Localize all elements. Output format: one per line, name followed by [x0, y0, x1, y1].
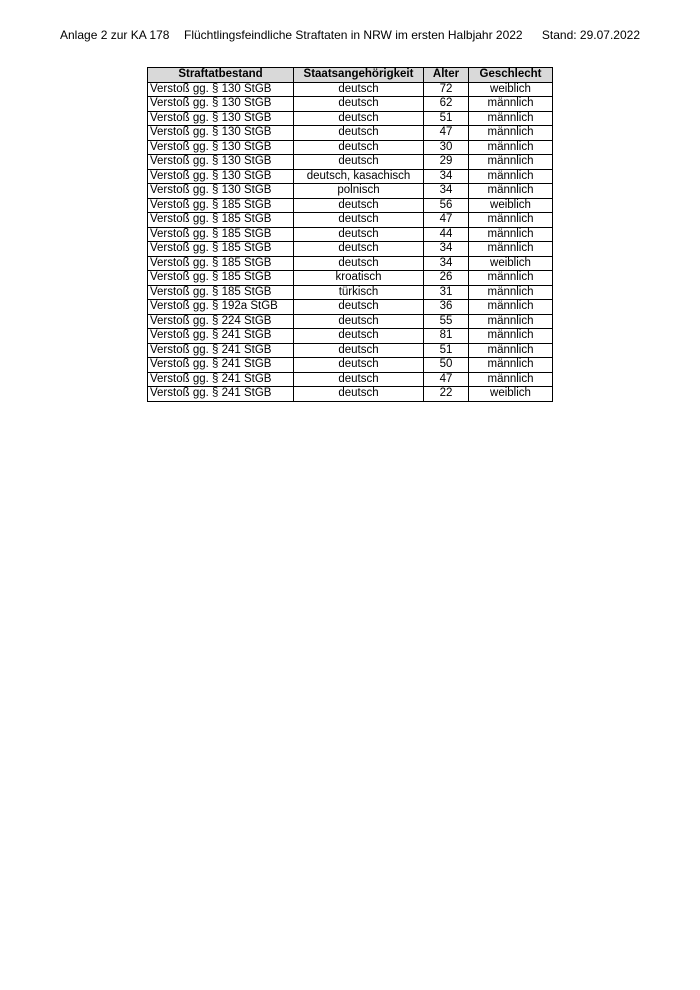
cell-gender: weiblich — [469, 256, 553, 271]
cell-nationality: deutsch — [294, 358, 424, 373]
table-row — [148, 300, 553, 315]
cell-nationality: deutsch — [294, 213, 424, 228]
cell-offense: Verstoß gg. § 185 StGB — [148, 198, 294, 213]
cell-gender: männlich — [469, 140, 553, 155]
cell-age: 44 — [424, 227, 469, 242]
cell-offense: Verstoß gg. § 130 StGB — [148, 140, 294, 155]
cell-offense: Verstoß gg. § 224 StGB — [148, 314, 294, 329]
column-header-age: Alter — [424, 68, 469, 83]
cell-age: 72 — [424, 82, 469, 97]
cell-offense: Verstoß gg. § 192a StGB — [148, 300, 294, 315]
cell-age: 51 — [424, 111, 469, 126]
table-row — [148, 329, 553, 344]
cell-offense: Verstoß gg. § 185 StGB — [148, 285, 294, 300]
cell-gender: männlich — [469, 169, 553, 184]
table-row — [148, 155, 553, 170]
cell-nationality: deutsch — [294, 256, 424, 271]
table-row — [148, 314, 553, 329]
cell-age: 47 — [424, 126, 469, 141]
cell-gender: weiblich — [469, 387, 553, 402]
cell-age: 34 — [424, 242, 469, 257]
table-header — [148, 68, 553, 83]
cell-nationality: deutsch — [294, 314, 424, 329]
cell-gender: männlich — [469, 329, 553, 344]
cell-offense: Verstoß gg. § 185 StGB — [148, 271, 294, 286]
cell-gender: männlich — [469, 97, 553, 112]
table-row — [148, 184, 553, 199]
cell-offense: Verstoß gg. § 185 StGB — [148, 213, 294, 228]
cell-nationality: deutsch — [294, 155, 424, 170]
table-header-row — [148, 68, 553, 83]
cell-gender: männlich — [469, 155, 553, 170]
table-row — [148, 285, 553, 300]
cell-offense: Verstoß gg. § 241 StGB — [148, 372, 294, 387]
table-row — [148, 372, 553, 387]
table-row — [148, 198, 553, 213]
cell-gender: männlich — [469, 285, 553, 300]
document-date: Stand: 29.07.2022 — [541, 28, 640, 42]
cell-age: 55 — [424, 314, 469, 329]
table-body — [148, 82, 553, 401]
cell-offense: Verstoß gg. § 130 StGB — [148, 82, 294, 97]
cell-age: 29 — [424, 155, 469, 170]
cell-age: 81 — [424, 329, 469, 344]
cell-age: 31 — [424, 285, 469, 300]
cell-gender: männlich — [469, 184, 553, 199]
cell-nationality: deutsch — [294, 242, 424, 257]
table-row — [148, 358, 553, 373]
column-header-offense: Straftatbestand — [148, 68, 294, 83]
cell-nationality: deutsch — [294, 126, 424, 141]
cell-gender: männlich — [469, 372, 553, 387]
cell-nationality: türkisch — [294, 285, 424, 300]
cell-offense: Verstoß gg. § 130 StGB — [148, 111, 294, 126]
table-row — [148, 213, 553, 228]
column-header-gender: Geschlecht — [469, 68, 553, 83]
cell-age: 34 — [424, 169, 469, 184]
cell-gender: männlich — [469, 242, 553, 257]
document-title: Flüchtlingsfeindliche Straftaten in NRW im ersten Halbjahr 2022 — [184, 28, 523, 42]
offense-table — [147, 67, 553, 402]
cell-age: 62 — [424, 97, 469, 112]
cell-offense: Verstoß gg. § 185 StGB — [148, 242, 294, 257]
cell-nationality: deutsch — [294, 343, 424, 358]
cell-offense: Verstoß gg. § 130 StGB — [148, 155, 294, 170]
cell-offense: Verstoß gg. § 241 StGB — [148, 387, 294, 402]
cell-offense: Verstoß gg. § 130 StGB — [148, 126, 294, 141]
cell-offense: Verstoß gg. § 130 StGB — [148, 97, 294, 112]
cell-gender: männlich — [469, 227, 553, 242]
cell-gender: weiblich — [469, 82, 553, 97]
cell-age: 47 — [424, 372, 469, 387]
cell-gender: weiblich — [469, 198, 553, 213]
document-annex-label: Anlage 2 zur KA 178 — [60, 28, 170, 42]
cell-nationality: kroatisch — [294, 271, 424, 286]
cell-nationality: deutsch — [294, 198, 424, 213]
cell-nationality: deutsch — [294, 227, 424, 242]
table-row — [148, 97, 553, 112]
cell-nationality: deutsch, kasachisch — [294, 169, 424, 184]
cell-offense: Verstoß gg. § 241 StGB — [148, 358, 294, 373]
cell-nationality: deutsch — [294, 300, 424, 315]
table-row — [148, 242, 553, 257]
table-row — [148, 126, 553, 141]
page-header — [60, 27, 640, 43]
cell-offense: Verstoß gg. § 130 StGB — [148, 169, 294, 184]
table-row — [148, 111, 553, 126]
cell-offense: Verstoß gg. § 185 StGB — [148, 256, 294, 271]
table-row — [148, 256, 553, 271]
cell-age: 51 — [424, 343, 469, 358]
cell-offense: Verstoß gg. § 241 StGB — [148, 329, 294, 344]
cell-gender: männlich — [469, 358, 553, 373]
cell-age: 26 — [424, 271, 469, 286]
cell-nationality: deutsch — [294, 111, 424, 126]
cell-gender: männlich — [469, 343, 553, 358]
cell-gender: männlich — [469, 126, 553, 141]
cell-gender: männlich — [469, 111, 553, 126]
cell-gender: männlich — [469, 314, 553, 329]
cell-nationality: deutsch — [294, 372, 424, 387]
cell-nationality: deutsch — [294, 140, 424, 155]
column-header-nationality: Staatsangehörigkeit — [294, 68, 424, 83]
cell-age: 30 — [424, 140, 469, 155]
cell-nationality: deutsch — [294, 82, 424, 97]
cell-age: 47 — [424, 213, 469, 228]
table-row — [148, 140, 553, 155]
table-row — [148, 387, 553, 402]
cell-offense: Verstoß gg. § 185 StGB — [148, 227, 294, 242]
cell-age: 50 — [424, 358, 469, 373]
cell-age: 36 — [424, 300, 469, 315]
cell-age: 56 — [424, 198, 469, 213]
cell-nationality: deutsch — [294, 329, 424, 344]
cell-age: 34 — [424, 256, 469, 271]
cell-gender: männlich — [469, 271, 553, 286]
table-row — [148, 227, 553, 242]
table-row — [148, 343, 553, 358]
cell-gender: männlich — [469, 300, 553, 315]
cell-offense: Verstoß gg. § 130 StGB — [148, 184, 294, 199]
table-row — [148, 82, 553, 97]
cell-age: 34 — [424, 184, 469, 199]
cell-nationality: polnisch — [294, 184, 424, 199]
cell-gender: männlich — [469, 213, 553, 228]
table-row — [148, 169, 553, 184]
cell-nationality: deutsch — [294, 97, 424, 112]
table-row — [148, 271, 553, 286]
cell-age: 22 — [424, 387, 469, 402]
cell-offense: Verstoß gg. § 241 StGB — [148, 343, 294, 358]
cell-nationality: deutsch — [294, 387, 424, 402]
